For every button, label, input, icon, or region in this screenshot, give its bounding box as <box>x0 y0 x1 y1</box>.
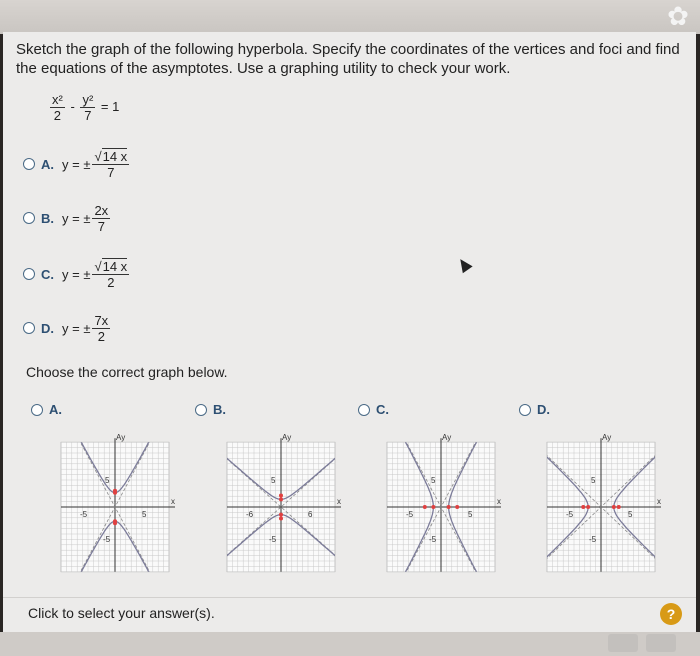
graph-d[interactable] <box>535 432 675 582</box>
y-axis-label: Ay <box>116 433 126 443</box>
vertex-focus-point <box>279 513 283 517</box>
vertex-focus-point <box>113 521 117 525</box>
x-tick-neg: -5 <box>566 510 574 519</box>
vertex-focus-point <box>612 505 616 509</box>
y-tick-neg: -5 <box>103 535 111 544</box>
option-b-fraction: $\frac{2x}{7}$ <box>94 202 109 234</box>
y-tick-neg: -5 <box>429 535 437 544</box>
x-tick-pos: 6 <box>308 510 313 519</box>
help-icon[interactable]: ? <box>660 603 682 625</box>
graph-option-b[interactable]: B. <box>195 402 226 417</box>
y-tick-pos: 5 <box>431 476 436 485</box>
vertex-focus-point <box>279 497 283 501</box>
footer-instruction: Click to select your answer(s). <box>28 605 215 621</box>
x-axis-label: x <box>657 497 661 506</box>
y-axis-label: Ay <box>282 433 292 443</box>
graph-radio-a[interactable] <box>31 404 43 416</box>
x-axis-label: x <box>497 497 501 506</box>
graph-radio-b[interactable] <box>195 404 207 416</box>
vertex-focus-point <box>617 505 621 509</box>
radio-b[interactable] <box>23 212 35 224</box>
graph-a[interactable] <box>49 432 189 582</box>
question-text: Sketch the graph of the following hyperbola. Specify the coordinates of the vertices and foci and find the equations of the asymptotes. Use a graphing utility to check your work. <box>16 41 680 77</box>
option-c-fraction: $\frac{√14 x}{2}$ <box>94 258 128 290</box>
vertex-focus-point <box>581 505 585 509</box>
option-c[interactable]: C. y = ± $\frac{√14 x}{2}$ <box>23 254 131 294</box>
graph-radio-d[interactable] <box>519 404 531 416</box>
option-d[interactable]: D. y = ± $\frac{7x}{2}$ <box>23 308 112 348</box>
prev-button[interactable] <box>608 634 638 652</box>
graph-a-svg <box>49 432 189 582</box>
radio-a[interactable] <box>23 158 35 170</box>
graph-option-d[interactable]: D. <box>519 402 550 417</box>
radio-d[interactable] <box>23 322 35 334</box>
question-panel <box>3 32 696 632</box>
y-tick-pos: 5 <box>591 476 596 485</box>
hyperbola-equation: $\frac{\text{x²}}{2}$ - $\frac{\text{y²}}{7}$ = 1 <box>52 92 120 123</box>
radio-c[interactable] <box>23 268 35 280</box>
x-tick-neg: -5 <box>80 510 88 519</box>
vertex-focus-point <box>431 505 435 509</box>
x-axis-label: x <box>171 497 175 506</box>
graph-c-svg <box>375 432 515 582</box>
y-axis-label: Ay <box>442 433 452 443</box>
vertex-focus-point <box>113 489 117 493</box>
vertex-focus-point <box>455 505 459 509</box>
option-b[interactable]: B. y = ± $\frac{2x}{7}$ <box>23 198 112 238</box>
bottom-bar <box>0 632 700 656</box>
vertex-focus-point <box>586 505 590 509</box>
graph-option-c[interactable]: C. <box>358 402 389 417</box>
y-axis-label: Ay <box>602 433 612 443</box>
y-tick-neg: -5 <box>269 535 277 544</box>
graph-c[interactable] <box>375 432 515 582</box>
choose-graph-text: Choose the correct graph below. <box>26 364 228 380</box>
graph-d-svg <box>535 432 675 582</box>
y-tick-neg: -5 <box>589 535 597 544</box>
top-bar <box>0 0 700 34</box>
eq-term2: $\frac{\text{y²}}{7}$ <box>82 92 94 123</box>
vertex-focus-point <box>423 505 427 509</box>
eq-term1: $\frac{\text{x²}}{2}$ <box>52 92 63 123</box>
vertex-focus-point <box>279 494 283 498</box>
y-tick-pos: 5 <box>271 476 276 485</box>
option-a[interactable]: A. y = ± $\frac{√14 x}{7}$ <box>23 144 131 184</box>
y-tick-pos: 5 <box>105 476 110 485</box>
x-tick-pos: 5 <box>142 510 147 519</box>
next-button[interactable] <box>646 634 676 652</box>
gear-icon[interactable]: ✿ <box>667 1 689 31</box>
x-axis-label: x <box>337 497 341 506</box>
vertex-focus-point <box>279 516 283 520</box>
x-tick-pos: 5 <box>468 510 473 519</box>
graph-option-a[interactable]: A. <box>31 402 62 417</box>
option-d-fraction: $\frac{7x}{2}$ <box>94 312 109 344</box>
graph-b-svg <box>215 432 355 582</box>
graph-radio-c[interactable] <box>358 404 370 416</box>
x-tick-pos: 5 <box>628 510 633 519</box>
footer-divider <box>3 597 696 598</box>
vertex-focus-point <box>447 505 451 509</box>
x-tick-neg: -5 <box>406 510 414 519</box>
x-tick-neg: -6 <box>246 510 254 519</box>
graph-b[interactable] <box>215 432 355 582</box>
option-a-fraction: $\frac{√14 x}{7}$ <box>94 148 128 180</box>
